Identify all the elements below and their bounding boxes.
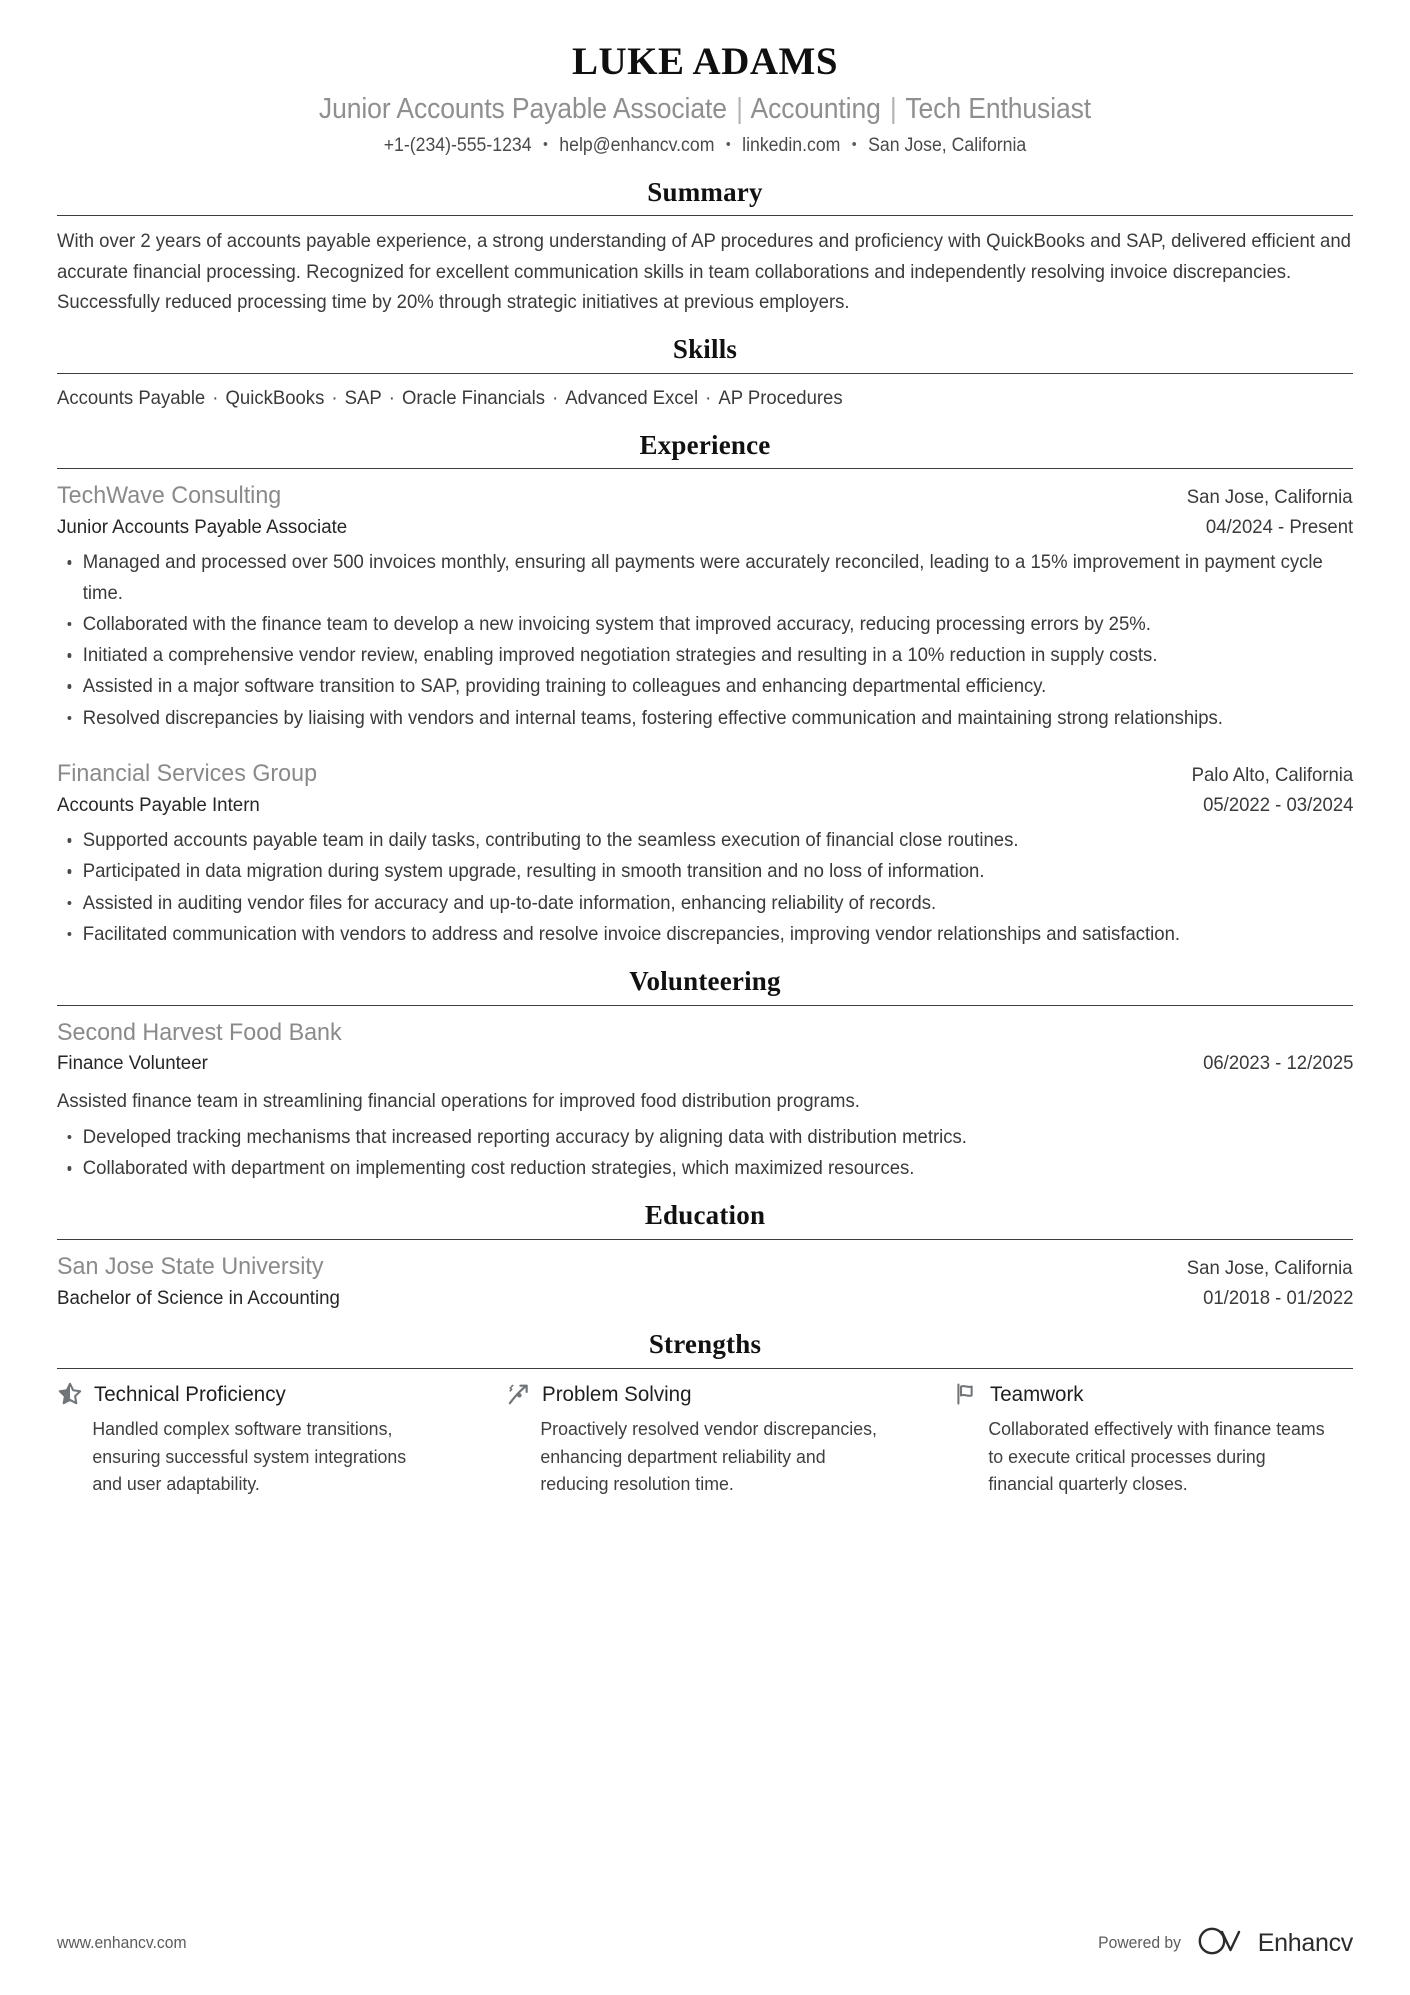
resume-entry bbox=[57, 1016, 1353, 1184]
strength-title: Teamwork bbox=[990, 1381, 1084, 1406]
section-title-volunteering: Volunteering bbox=[629, 966, 781, 997]
strength-description: Collaborated effectively with finance teams to execute critical processes during financial quarterly closes. bbox=[988, 1417, 1325, 1495]
entry-bullet: Collaborated with the finance team to develop a new invoicing system that improved accuracy, reducing processing errors by 25%. bbox=[57, 609, 1353, 639]
section-title-education: Education bbox=[644, 1200, 766, 1231]
strength-description: Handled complex software transitions, ensuring successful system integrations and user adaptability. bbox=[92, 1417, 407, 1495]
powered-by-label: Powered by bbox=[1097, 1934, 1181, 1952]
entry-organization: Second Harvest Food Bank bbox=[57, 1018, 342, 1046]
section-strengths bbox=[57, 1326, 1353, 1498]
resume-entry bbox=[57, 757, 1353, 949]
entry-organization: San Jose State University bbox=[57, 1252, 324, 1280]
skill-separator: · bbox=[700, 386, 717, 409]
section-skills bbox=[57, 331, 1353, 413]
entry-spacer bbox=[57, 739, 1353, 757]
candidate-name: LUKE ADAMS bbox=[571, 40, 839, 83]
entry-bullet: Developed tracking mechanisms that increased reporting accuracy by aligning data with distribution metrics. bbox=[57, 1122, 1353, 1152]
skill-item: Oracle Financials bbox=[401, 386, 546, 409]
section-divider bbox=[57, 468, 1353, 469]
rocket-arrow-icon bbox=[505, 1381, 531, 1407]
section-title-skills: Skills bbox=[672, 334, 738, 365]
entry-role: Bachelor of Science in Accounting bbox=[57, 1286, 340, 1309]
volunteering-entry-list bbox=[57, 1016, 1353, 1184]
education-entry-list bbox=[57, 1250, 1353, 1312]
section-divider bbox=[57, 373, 1353, 374]
footer-url[interactable]: www.enhancv.com bbox=[57, 1934, 187, 1952]
footer-branding bbox=[1096, 1926, 1353, 1961]
entry-role: Junior Accounts Payable Associate bbox=[57, 515, 348, 538]
summary-text: With over 2 years of accounts payable experience, a strong understanding of AP procedures and proficiency with QuickBooks and SAP, delivered efficient and accurate financial processing. Recognized for excellent communication skills in team collaborations and independently resolving invoice discrepancies. Successfully reduced processing time by 20% through strategic initiatives at previous employers. bbox=[57, 230, 1351, 313]
entry-organization: TechWave Consulting bbox=[57, 482, 282, 510]
skill-item: SAP bbox=[344, 386, 382, 409]
contact-separator-icon: • bbox=[542, 136, 548, 154]
entry-dates: 04/2024 - Present bbox=[1205, 515, 1353, 538]
resume-entry bbox=[57, 479, 1353, 733]
skill-item: AP Procedures bbox=[718, 386, 843, 409]
entry-location: Palo Alto, California bbox=[1191, 763, 1353, 786]
strength-title: Technical Proficiency bbox=[94, 1381, 286, 1406]
contact-location: San Jose, California bbox=[868, 135, 1027, 157]
section-summary bbox=[57, 174, 1353, 317]
entry-bullet: Facilitated communication with vendors to address and resolve invoice discrepancies, improving vendor relationships and satisfaction. bbox=[57, 919, 1353, 949]
experience-entry-list bbox=[57, 479, 1353, 949]
contact-linkedin[interactable]: linkedin.com bbox=[742, 135, 841, 157]
flag-icon bbox=[953, 1381, 979, 1407]
contact-line bbox=[102, 133, 1307, 160]
skill-item: QuickBooks bbox=[225, 386, 325, 409]
skill-separator: · bbox=[546, 386, 564, 409]
entry-location: San Jose, California bbox=[1187, 1256, 1353, 1279]
skills-list bbox=[57, 384, 1353, 413]
tagline-separator: | bbox=[736, 92, 743, 125]
strength-header bbox=[505, 1379, 905, 1409]
entry-bullet: Initiated a comprehensive vendor review, enabling improved negotiation strategies and resulting in a 10% reduction in supply costs. bbox=[57, 640, 1353, 670]
strength-header bbox=[953, 1379, 1353, 1409]
strength-item bbox=[953, 1379, 1353, 1499]
entry-dates: 01/2018 - 01/2022 bbox=[1202, 1286, 1353, 1309]
entry-subheader-row bbox=[57, 1049, 1353, 1077]
tagline-part-0: Junior Accounts Payable Associate bbox=[318, 92, 727, 125]
section-volunteering bbox=[57, 963, 1353, 1183]
entry-role: Finance Volunteer bbox=[57, 1052, 208, 1075]
half-star-icon bbox=[57, 1381, 83, 1407]
section-divider bbox=[57, 1005, 1353, 1006]
entry-header-row bbox=[57, 757, 1353, 791]
entry-organization: Financial Services Group bbox=[57, 759, 318, 787]
entry-subheader-row bbox=[57, 791, 1353, 819]
entry-bullet: Managed and processed over 500 invoices monthly, ensuring all payments were accurately reconciled, leading to a 15% improvement in payment cycle time. bbox=[57, 547, 1353, 608]
skill-item: Advanced Excel bbox=[565, 386, 699, 409]
entry-bullet: Participated in data migration during system upgrade, resulting in smooth transition and no loss of information. bbox=[57, 856, 1353, 886]
entry-bullet: Collaborated with department on implementing cost reduction strategies, which maximized resources. bbox=[57, 1153, 1353, 1183]
strength-title: Problem Solving bbox=[542, 1381, 692, 1406]
strength-description: Proactively resolved vendor discrepancies, enhancing department reliability and reducing resolution time. bbox=[540, 1417, 877, 1495]
section-education bbox=[57, 1197, 1353, 1312]
entry-subheader-row bbox=[57, 1284, 1353, 1312]
enhancv-brand bbox=[1197, 1926, 1353, 1961]
entry-dates: 05/2022 - 03/2024 bbox=[1202, 793, 1353, 816]
entry-header-row bbox=[57, 1016, 1353, 1050]
tagline-separator: | bbox=[889, 92, 897, 125]
section-title-strengths: Strengths bbox=[648, 1329, 762, 1360]
entry-bullet-list bbox=[57, 1122, 1353, 1184]
entry-bullet: Resolved discrepancies by liaising with vendors and internal teams, fostering effective communication and maintaining strong relationships. bbox=[57, 703, 1353, 733]
entry-description: Assisted finance team in streamlining financial operations for improved food distribution programs. bbox=[57, 1089, 860, 1112]
entry-subheader-row bbox=[57, 513, 1353, 541]
entry-bullet: Assisted in auditing vendor files for accuracy and up-to-date information, enhancing reliability of records. bbox=[57, 888, 1353, 918]
section-divider bbox=[57, 1368, 1353, 1369]
contact-email[interactable]: help@enhancv.com bbox=[559, 135, 715, 157]
contact-separator-icon: • bbox=[851, 136, 857, 154]
section-experience bbox=[57, 427, 1353, 950]
entry-bullet-list bbox=[57, 825, 1353, 949]
section-divider bbox=[57, 1239, 1353, 1240]
section-title-experience: Experience bbox=[639, 429, 771, 460]
strength-item bbox=[505, 1379, 953, 1499]
skill-separator: · bbox=[383, 386, 401, 409]
resume-entry bbox=[57, 1250, 1353, 1312]
section-divider bbox=[57, 215, 1353, 216]
tagline-part-1: Accounting bbox=[750, 92, 881, 125]
skill-item: Accounts Payable bbox=[57, 386, 206, 409]
strengths-list bbox=[57, 1379, 1353, 1499]
entry-bullet: Supported accounts payable team in daily tasks, contributing to the seamless execution of financial close routines. bbox=[57, 825, 1353, 855]
skill-separator: · bbox=[207, 386, 224, 409]
contact-phone: +1-(234)-555-1234 bbox=[383, 135, 532, 157]
enhancv-wordmark: Enhancv bbox=[1257, 1929, 1353, 1957]
entry-role: Accounts Payable Intern bbox=[57, 793, 260, 816]
entry-header-row bbox=[57, 479, 1353, 513]
page-footer bbox=[57, 1926, 1353, 1961]
strength-item bbox=[57, 1379, 505, 1499]
contact-separator-icon: • bbox=[725, 136, 731, 154]
tagline-part-2: Tech Enthusiast bbox=[905, 92, 1092, 125]
resume-header bbox=[57, 38, 1353, 160]
skill-separator: · bbox=[326, 386, 343, 409]
strength-header bbox=[57, 1379, 457, 1409]
entry-bullet-list bbox=[57, 547, 1353, 733]
section-title-summary: Summary bbox=[647, 176, 763, 207]
candidate-tagline bbox=[102, 91, 1307, 129]
enhancv-logo-icon bbox=[1197, 1926, 1249, 1961]
entry-header-row bbox=[57, 1250, 1353, 1284]
entry-location: San Jose, California bbox=[1187, 486, 1353, 509]
entry-dates: 06/2023 - 12/2025 bbox=[1202, 1052, 1353, 1075]
entry-bullet: Assisted in a major software transition to SAP, providing training to colleagues and enhancing departmental efficiency. bbox=[57, 671, 1353, 701]
